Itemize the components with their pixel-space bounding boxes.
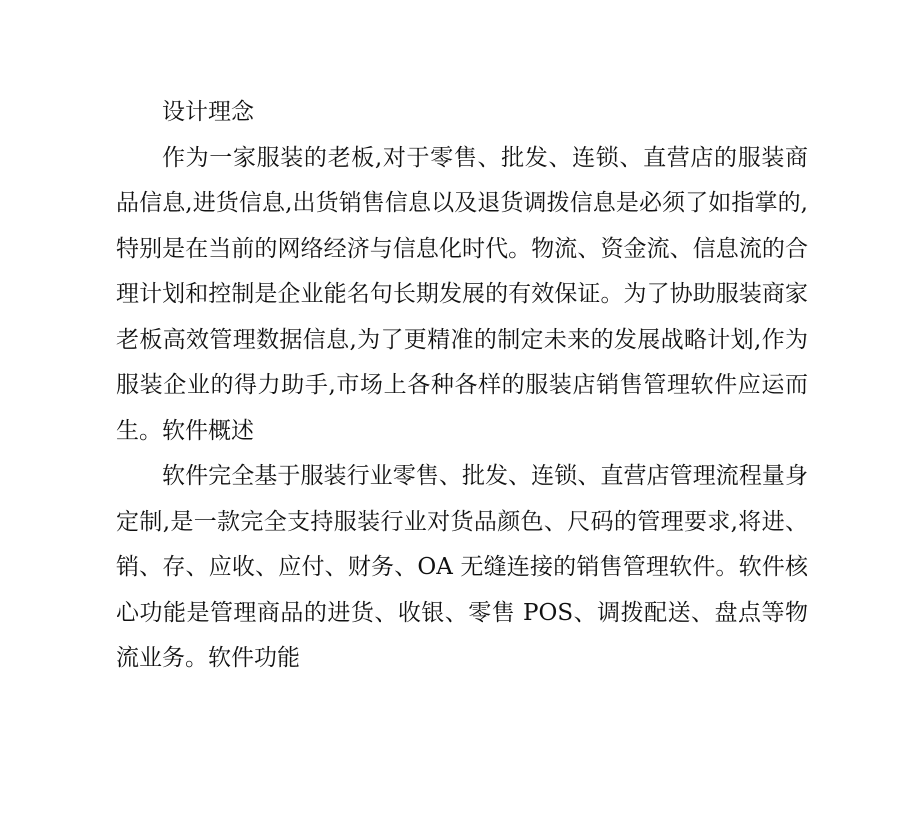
paragraph-software-overview: 软件完全基于服装行业零售、批发、连锁、直营店管理流程量身定制,是一款完全支持服装行业对货品颜色、尺码的管理要求,将进、销、存、应收、应付、财务、OA 无缝连接的销售管理软件。软件核心功能是管理商品的进货、收银、零售 POS、调拨配送、盘点等物流业务。软件功能 <box>116 463 808 671</box>
document-body <box>116 90 808 682</box>
paragraph-introduction: 作为一家服装的老板,对于零售、批发、连锁、直营店的服装商品信息,进货信息,出货销售信息以及退货调拨信息是必须了如指掌的,特别是在当前的网络经济与信息化时代。物流、资金流、信息流的合理计划和控制是企业能名句长期发展的有效保证。为了协助服装商家老板高效管理数据信息,为了更精准的制定未来的发展战略计划,作为服装企业的得力助手,市场上各种各样的服装店销售管理软件应运而生。软件概述 <box>116 144 808 444</box>
heading-design-concept: 设计理念 <box>162 99 254 125</box>
